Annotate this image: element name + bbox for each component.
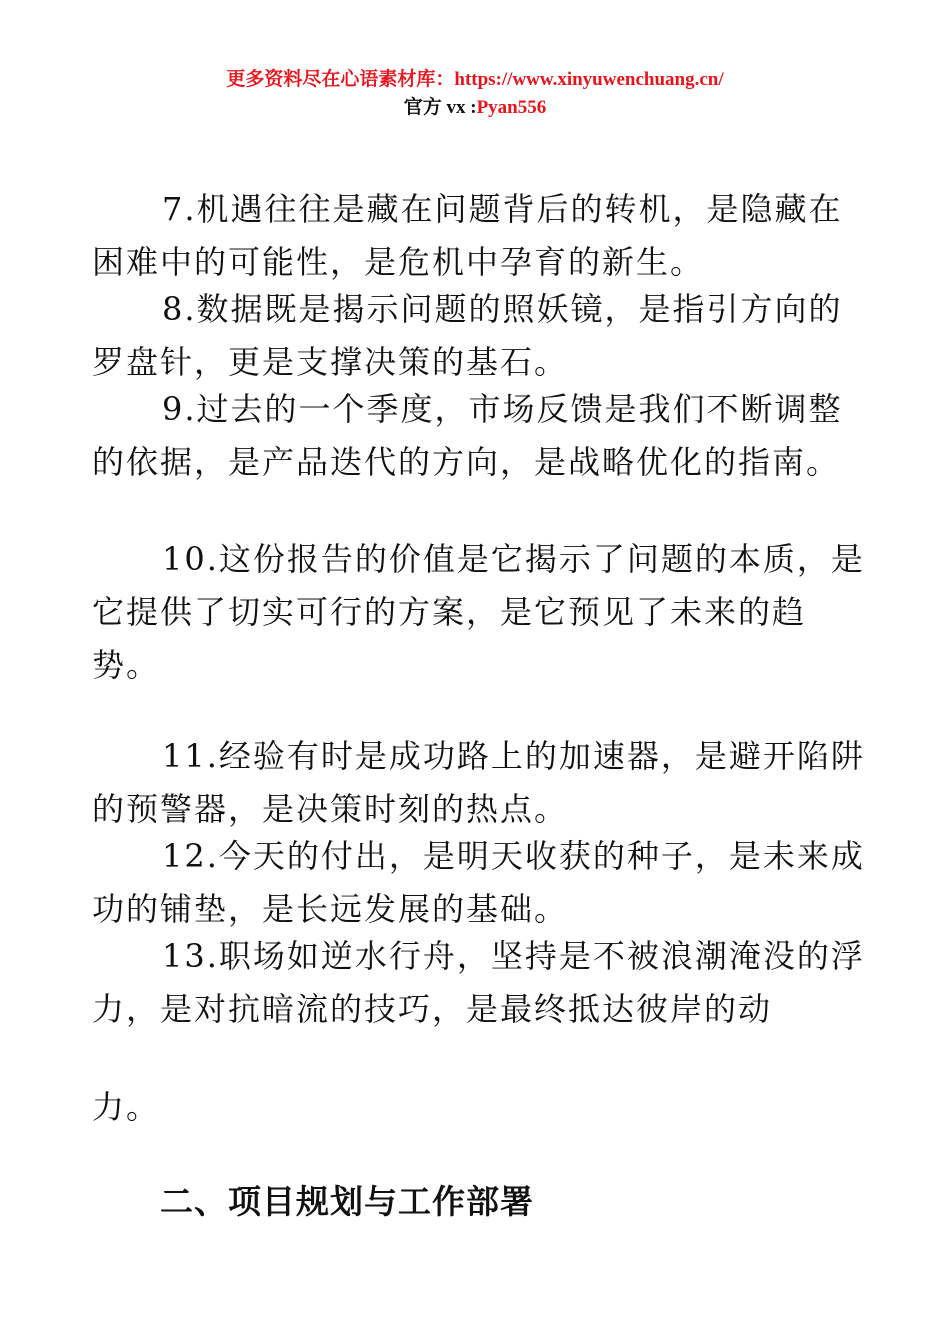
paragraph-text: 9.过去的一个季度，市场反馈是我们不断调整的依据，是产品迭代的方向，是战略优化的指南。 [92, 390, 843, 481]
paragraph-item-10 [92, 533, 868, 692]
header-url-link[interactable]: https://www.xinyuwenchuang.cn/ [454, 69, 724, 90]
paragraph-item-9 [92, 383, 868, 489]
header-promo-text: 更多资料尽在心语素材库： [226, 69, 455, 90]
paragraph-tail-text: 力。 [92, 1088, 161, 1126]
paragraph-item-11 [92, 730, 868, 836]
header-line-1 [0, 66, 950, 94]
paragraph-text: 11.经验有时是成功路上的加速器，是避开陷阱的预警器，是决策时刻的热点。 [92, 737, 865, 828]
paragraph-text: 7.机遇往往是藏在问题背后的转机，是隐藏在困难中的可能性，是危机中孕育的新生。 [92, 190, 843, 281]
paragraph-item-12 [92, 830, 868, 936]
paragraph-text: 10.这份报告的价值是它揭示了问题的本质，是它提供了切实可行的方案，是它预见了未来的趋势。 [92, 540, 865, 684]
section-heading: 二、项目规划与工作部署 [160, 1182, 534, 1221]
paragraph-text: 13.职场如逆水行舟，坚持是不被浪潮淹没的浮力，是对抗暗流的技巧，是最终抵达彼岸的动 [92, 937, 865, 1028]
paragraph-item-8 [92, 283, 868, 389]
paragraph-text: 12.今天的付出，是明天收获的种子，是未来成功的铺垫，是长远发展的基础。 [92, 837, 865, 928]
header-contact-id: Pyan556 [476, 97, 547, 118]
paragraph-item-13 [92, 930, 868, 1036]
paragraph-item-7 [92, 183, 868, 289]
header-contact-label: 官方 vx : [403, 97, 477, 118]
header-line-2 [0, 94, 950, 122]
paragraph-text: 8.数据既是揭示问题的照妖镜，是指引方向的罗盘针，更是支撑决策的基石。 [92, 290, 843, 381]
page-header [0, 66, 950, 122]
